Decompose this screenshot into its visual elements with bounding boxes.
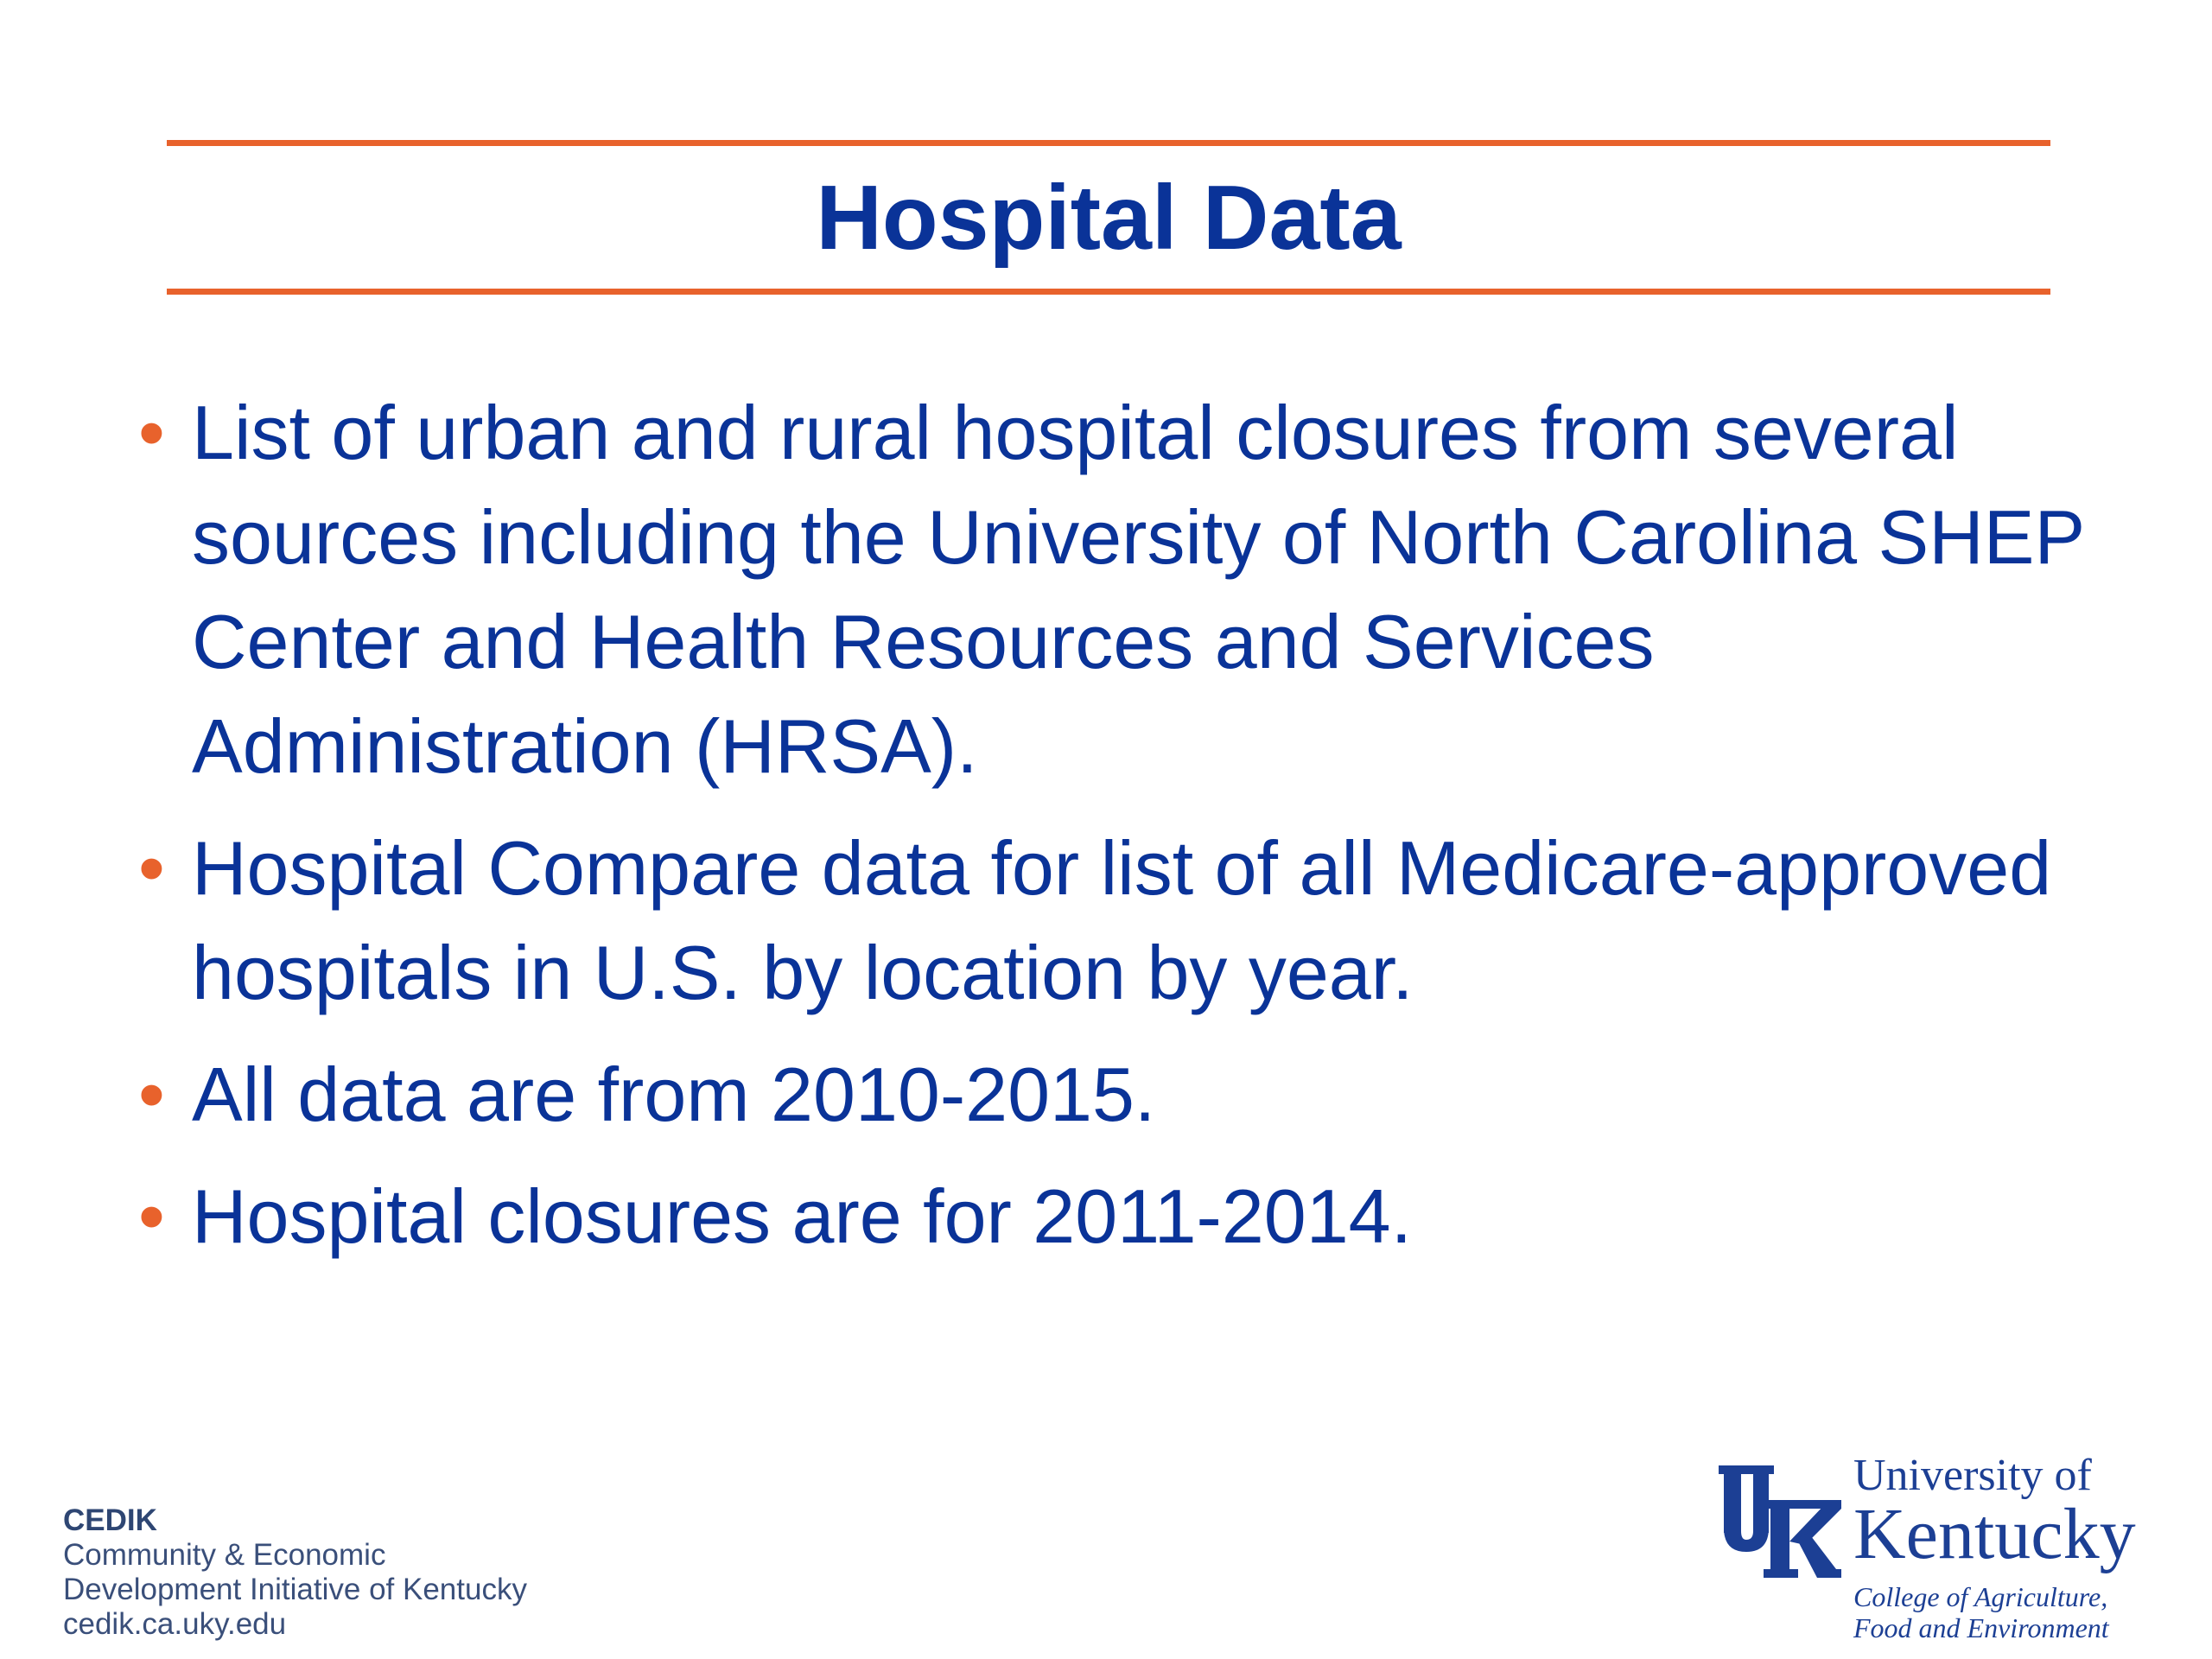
bullet-list [130, 380, 2100, 1286]
uk-wordmark [1853, 1452, 2136, 1643]
bullet-item [130, 1042, 2100, 1147]
bullet-dot-icon: • [138, 1052, 165, 1137]
bullet-dot-icon: • [138, 1173, 165, 1259]
title-top-rule [167, 140, 2050, 146]
cedik-url: cedik.ca.uky.edu [63, 1607, 287, 1641]
cedik-footer [63, 1503, 527, 1642]
bullet-item [130, 1164, 2100, 1268]
bullet-text: Hospital closures are for 2011-2014. [192, 1173, 1413, 1259]
bullet-text: Hospital Compare data for list of all Medicare-approved hospitals in U.S. by location by year. [192, 825, 2052, 1015]
uk-wordmark-line1: University of [1853, 1451, 2092, 1500]
cedik-name: CEDIK [63, 1503, 157, 1537]
bullet-text: List of urban and rural hospital closures from several sources including the University of North Carolina SHEP Center and Health Resources and Services Administration (HRSA). [192, 390, 2084, 789]
bullet-text: All data are from 2010-2015. [192, 1052, 1156, 1137]
bullet-dot-icon: • [138, 825, 165, 911]
uk-monogram-icon [1715, 1462, 1845, 1580]
cedik-line2: Development Initiative of Kentucky [63, 1573, 527, 1606]
bullet-item [130, 380, 2100, 798]
bullet-dot-icon: • [138, 390, 165, 475]
uk-logo [1715, 1452, 2182, 1642]
title-bottom-rule [167, 289, 2050, 295]
cedik-line1: Community & Economic [63, 1538, 386, 1572]
uk-college-line2: Food and Environment [1853, 1612, 2109, 1643]
uk-wordmark-line2: Kentucky [1853, 1494, 2136, 1574]
bullet-item [130, 816, 2100, 1025]
uk-college-line1: College of Agriculture, [1853, 1581, 2108, 1612]
slide-title: Hospital Data [816, 167, 1402, 269]
